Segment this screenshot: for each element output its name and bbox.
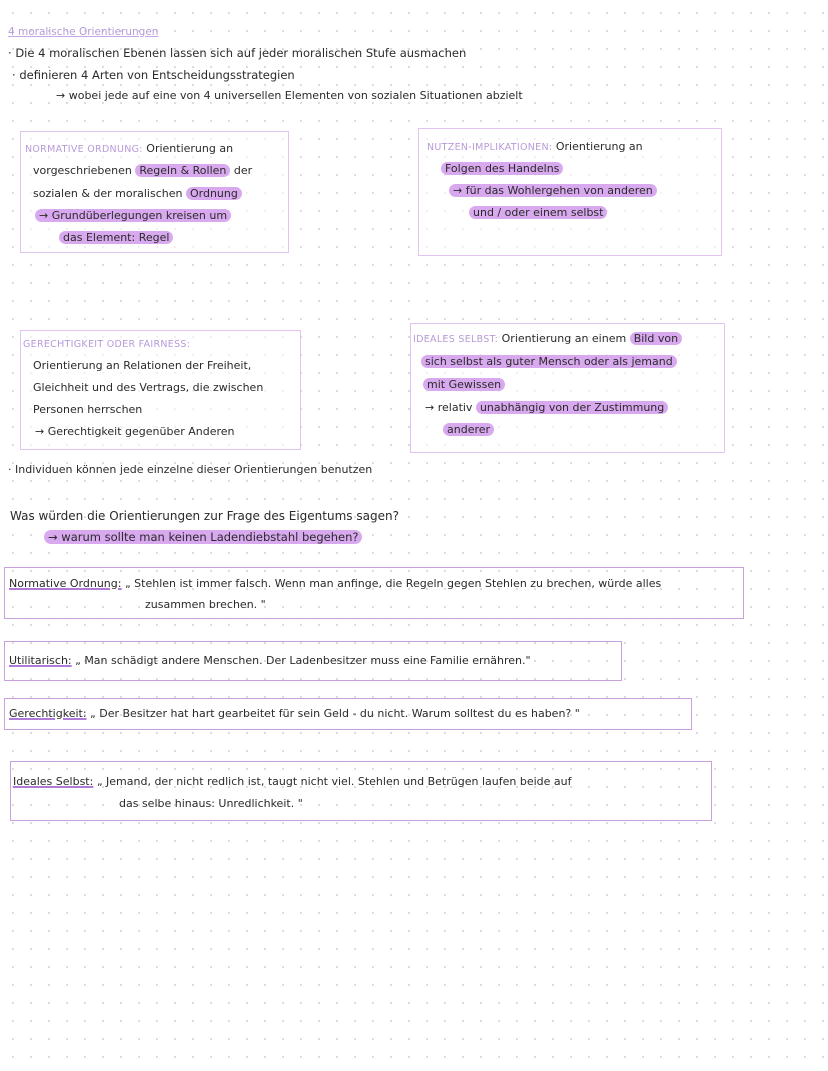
box-line: vorgeschriebenen: [33, 164, 132, 177]
box-line: Gerechtigkeit gegenüber Anderen: [47, 425, 235, 438]
quote-box-normative: [4, 567, 744, 619]
highlight: Folgen des Handelns: [441, 162, 563, 175]
arrow-icon: →: [48, 530, 58, 544]
box-line: Orientierung an: [555, 140, 643, 153]
box-heading: GERECHTIGKEIT ODER FAIRNESS:: [23, 339, 191, 350]
highlight: [35, 209, 231, 222]
arrow-icon: →: [35, 425, 45, 438]
box-line: der: [233, 164, 253, 177]
arrow-icon: →: [453, 184, 463, 197]
box-line: guter Mensch oder als jemand: [505, 355, 673, 368]
question-arrow-text: warum sollte man keinen Ladendiebstahl begehen?: [61, 530, 359, 544]
bullet-individuen: [8, 463, 372, 477]
box-line: Personen herrschen: [33, 403, 143, 416]
highlight: Ordnung: [186, 187, 242, 200]
quote-box-ideales: [10, 761, 712, 821]
highlight: [44, 530, 362, 544]
box-line: Orientierung an Relationen der Freiheit,: [33, 359, 252, 372]
bullet-individuen-text: Individuen können jede einzelne dieser Orientierungen benutzen: [15, 463, 373, 476]
question-arrow-line: [44, 530, 362, 544]
bullet-glyph: ·: [8, 46, 12, 60]
box-line: sozialen & der moralischen: [33, 187, 183, 200]
box-line: Orientierung an einem: [501, 332, 627, 345]
quote-text: „ Man schädigt andere Menschen. Der Ladenbesitzer muss eine Familie ernähren.": [75, 654, 531, 667]
quote-text: „ Stehlen ist immer falsch. Wenn man anfinge, die Regeln gegen Stehlen zu brechen, würde alles: [124, 577, 662, 590]
quote-text: das selbe hinaus: Unredlichkeit. ": [119, 797, 303, 810]
highlight: [449, 184, 657, 197]
quote-text: zusammen brechen. ": [145, 598, 266, 611]
question-eigentum: Was würden die Orientierungen zur Frage des Eigentums sagen?: [10, 509, 399, 523]
quote-box-utilitarisch: [4, 641, 622, 681]
box-line: Orientierung an: [146, 142, 234, 155]
box-line: Gleichheit und des Vertrags, die zwischen: [33, 381, 264, 394]
intro-arrow-text: wobei jede auf eine von 4 universellen Elementen von sozialen Situationen abzielt: [68, 89, 523, 102]
bullet-glyph: ·: [8, 463, 12, 476]
highlight: Bild von: [630, 332, 682, 345]
box-line: relativ: [437, 401, 473, 414]
box-nutzen-implikationen: [418, 128, 722, 256]
page-title: 4 moralische Orientierungen: [8, 26, 159, 38]
intro-bullet-2: [12, 68, 295, 82]
arrow-icon: →: [39, 209, 49, 222]
quote-label: Gerechtigkeit:: [9, 707, 87, 720]
box-line: für das Wohlergehen von anderen: [465, 184, 653, 197]
quote-box-gerechtigkeit: [4, 698, 692, 730]
intro-arrow-line: [56, 89, 523, 103]
intro-bullet-2-text: definieren 4 Arten von Entscheidungsstrategien: [19, 68, 295, 82]
highlight: Regeln & Rollen: [135, 164, 230, 177]
intro-bullet-1-text: Die 4 moralischen Ebenen lassen sich auf jeder moralischen Stufe ausmachen: [15, 46, 467, 60]
highlight: [421, 355, 677, 368]
quote-label: Normative Ordnung:: [9, 577, 122, 590]
box-line: sich selbst als: [425, 355, 502, 368]
highlight: unabhängig von der Zustimmung: [476, 401, 668, 414]
arrow-icon: →: [425, 401, 435, 414]
box-gerechtigkeit-fairness: [20, 330, 301, 450]
box-line: Grundüberlegungen kreisen um: [51, 209, 228, 222]
quote-text: „ Der Besitzer hat hart gearbeitet für sein Geld - du nicht. Warum solltest du es haben? ": [90, 707, 580, 720]
box-heading: NUTZEN-IMPLIKATIONEN:: [427, 142, 553, 153]
box-heading: NORMATIVE ORDNUNG:: [25, 144, 143, 155]
quote-label: Ideales Selbst:: [13, 775, 94, 788]
box-normative-ordnung: [20, 131, 289, 253]
intro-bullet-1: [8, 46, 466, 60]
bullet-glyph: ·: [12, 68, 16, 82]
box-heading: IDEALES SELBST:: [413, 334, 499, 345]
quote-label: Utilitarisch:: [9, 654, 72, 667]
highlight: das Element: Regel: [59, 231, 173, 244]
box-ideales-selbst: [410, 323, 725, 453]
highlight: anderer: [443, 423, 494, 436]
quote-text: „ Jemand, der nicht redlich ist, taugt nicht viel. Stehlen und Betrügen laufen beide auf: [96, 775, 572, 788]
arrow-icon: →: [56, 89, 66, 102]
highlight: und / oder einem selbst: [469, 206, 607, 219]
highlight: mit Gewissen: [423, 378, 505, 391]
